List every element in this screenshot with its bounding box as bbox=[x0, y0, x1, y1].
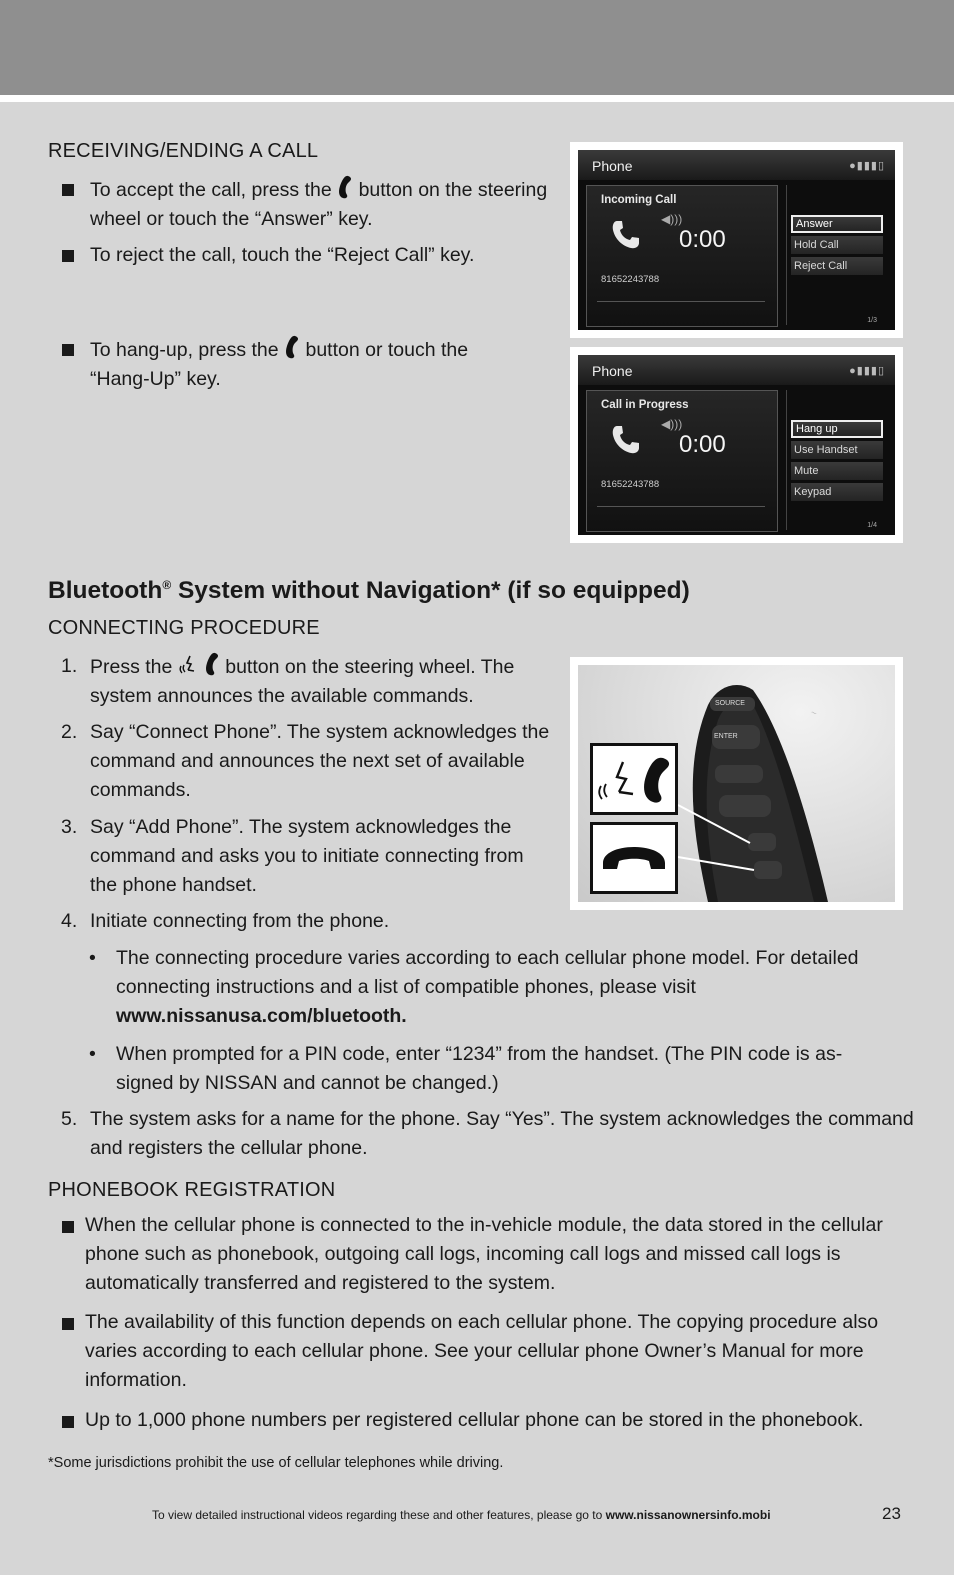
call-panel bbox=[586, 390, 778, 532]
sub-bullet-dot: • bbox=[89, 947, 96, 969]
page-indicator: 1/3 bbox=[867, 317, 877, 324]
sub-bullet-text: signed by NISSAN and cannot be changed.) bbox=[116, 1072, 499, 1094]
bullet-square bbox=[62, 250, 74, 262]
bullet-reject-call: To reject the call, touch the “Reject Call” key. bbox=[90, 244, 475, 266]
header-divider bbox=[0, 95, 954, 102]
step-text: button on the steering wheel. The bbox=[225, 656, 515, 678]
step-5 bbox=[90, 1105, 920, 1163]
bullet-text: The availability of this function depends on each cellular phone. The copying procedure also bbox=[85, 1311, 879, 1333]
hang-up-button-callout bbox=[590, 822, 678, 894]
bullet-text: To accept the call, press the bbox=[90, 179, 332, 201]
step-text: and registers the cellular phone. bbox=[90, 1137, 368, 1159]
step-text: system announces the available commands. bbox=[90, 685, 474, 707]
title-text: Bluetooth bbox=[48, 577, 163, 604]
hang-up-button[interactable]: Hang up bbox=[791, 420, 883, 438]
bullet-text: To hang-up, press the bbox=[90, 339, 279, 361]
page-number: 23 bbox=[882, 1504, 901, 1523]
screen-header bbox=[578, 355, 895, 385]
bluetooth-link[interactable]: www.nissanusa.com/bluetooth. bbox=[116, 1005, 407, 1027]
bullet-text: phone such as phonebook, outgoing call logs, incoming call logs and missed call logs is bbox=[85, 1243, 841, 1265]
step-3 bbox=[90, 813, 560, 900]
call-status-label: Incoming Call bbox=[601, 194, 677, 206]
step-number: 4. bbox=[61, 910, 78, 932]
step-2 bbox=[90, 718, 560, 805]
divider-line bbox=[597, 506, 765, 507]
caller-number: 81652243788 bbox=[601, 274, 660, 285]
use-handset-button[interactable]: Use Handset bbox=[791, 441, 883, 459]
call-menu bbox=[786, 185, 885, 325]
answer-button[interactable]: Answer bbox=[791, 215, 883, 233]
step-text: the phone handset. bbox=[90, 874, 257, 896]
step-text: The system asks for a name for the phone. Say “Yes”. The system acknowledges the command bbox=[90, 1108, 914, 1130]
steering-wheel-photo bbox=[578, 665, 895, 902]
section-heading-phonebook: PHONEBOOK REGISTRATION bbox=[48, 1179, 336, 1201]
step-number: 2. bbox=[61, 721, 78, 743]
svg-text:~: ~ bbox=[808, 707, 819, 720]
step-text: command and asks you to initiate connecting from bbox=[90, 845, 524, 867]
handset-icon bbox=[609, 218, 643, 252]
enter-button-label: ENTER bbox=[714, 733, 738, 740]
call-status-label: Call in Progress bbox=[601, 399, 689, 411]
bullet-phonebook-transfer bbox=[85, 1211, 925, 1298]
divider-line bbox=[597, 301, 765, 302]
call-timer: 0:00 bbox=[679, 431, 726, 458]
step-text: Press the bbox=[90, 656, 173, 678]
step-number: 3. bbox=[61, 816, 78, 838]
footnote: *Some jurisdictions prohibit the use of cellular telephones while driving. bbox=[48, 1455, 504, 1471]
section-heading-connecting: CONNECTING PROCEDURE bbox=[48, 617, 320, 639]
mute-button[interactable]: Mute bbox=[791, 462, 883, 480]
call-panel bbox=[586, 185, 778, 327]
bullet-text: wheel or touch the “Answer” key. bbox=[90, 208, 373, 230]
step-text: Say “Add Phone”. The system acknowledges the bbox=[90, 816, 512, 838]
footer-note bbox=[152, 1508, 771, 1522]
title-text: System without Navigation* (if so equipped) bbox=[171, 577, 690, 604]
voice-phone-icon bbox=[178, 652, 220, 676]
bullet-hang-up bbox=[90, 335, 560, 394]
signal-status-icon: ●▮▮▮▯ bbox=[849, 160, 885, 172]
page-indicator: 1/4 bbox=[867, 522, 877, 529]
step-text: commands. bbox=[90, 779, 191, 801]
screen-title: Phone bbox=[592, 158, 633, 174]
screenshot-incoming-call bbox=[570, 142, 903, 338]
bullet-capacity: Up to 1,000 phone numbers per registered cellular phone can be stored in the phonebook. bbox=[85, 1409, 864, 1431]
screen-header bbox=[578, 150, 895, 180]
header-bar bbox=[0, 0, 954, 95]
screenshot-call-in-progress bbox=[570, 347, 903, 543]
bullet-text: When the cellular phone is connected to the in-vehicle module, the data stored in the cellular bbox=[85, 1214, 883, 1236]
source-button-label: SOURCE bbox=[715, 700, 745, 707]
footer-text: To view detailed instructional videos regarding these and other features, please go to bbox=[152, 1508, 606, 1522]
step-text: command and announces the next set of available bbox=[90, 750, 525, 772]
owners-info-link[interactable]: www.nissanownersinfo.mobi bbox=[605, 1508, 771, 1522]
voice-phone-icon bbox=[593, 746, 675, 812]
step-4: Initiate connecting from the phone. bbox=[90, 910, 390, 932]
reject-call-button[interactable]: Reject Call bbox=[791, 257, 883, 275]
speaker-icon: ◀))) bbox=[661, 417, 683, 431]
speaker-icon: ◀))) bbox=[661, 212, 683, 226]
sub-bullet-text: connecting instructions and a list of compatible phones, please visit bbox=[116, 976, 696, 998]
steering-wheel-photo-frame bbox=[570, 657, 903, 910]
bullet-square bbox=[62, 344, 74, 356]
sub-bullet-text: When prompted for a PIN code, enter “1234” from the handset. (The PIN code is as- bbox=[116, 1043, 843, 1065]
bullet-square bbox=[62, 184, 74, 196]
screen-title: Phone bbox=[592, 363, 633, 379]
bullet-square bbox=[62, 1416, 74, 1428]
bullet-text: button or touch the bbox=[305, 339, 469, 361]
bullet-text: button on the steering bbox=[358, 179, 548, 201]
call-menu bbox=[786, 390, 885, 530]
bullet-text: “Hang-Up” key. bbox=[90, 368, 221, 390]
hold-call-button[interactable]: Hold Call bbox=[791, 236, 883, 254]
call-timer: 0:00 bbox=[679, 226, 726, 253]
handset-icon bbox=[609, 423, 643, 457]
bullet-square bbox=[62, 1318, 74, 1330]
sub-bullet-text: The connecting procedure varies according to each cellular phone model. For detailed bbox=[116, 947, 859, 969]
bullet-square bbox=[62, 1221, 74, 1233]
section-title-bluetooth bbox=[48, 577, 690, 605]
sub-bullet-pin bbox=[116, 1040, 916, 1098]
display-screen bbox=[578, 355, 895, 535]
caller-number: 81652243788 bbox=[601, 479, 660, 490]
bullet-accept-call bbox=[90, 175, 560, 234]
bullet-text: automatically transferred and registered to the system. bbox=[85, 1272, 556, 1294]
phone-pickup-icon bbox=[284, 335, 300, 359]
step-text: Say “Connect Phone”. The system acknowledges the bbox=[90, 721, 550, 743]
step-number: 1. bbox=[61, 655, 78, 677]
bullet-text: information. bbox=[85, 1369, 187, 1391]
voice-phone-button-callout bbox=[590, 743, 678, 815]
section-heading-receiving: RECEIVING/ENDING A CALL bbox=[48, 140, 319, 162]
sub-bullet-dot: • bbox=[89, 1043, 96, 1065]
bullet-availability bbox=[85, 1308, 925, 1395]
registered-mark: ® bbox=[162, 577, 172, 592]
signal-status-icon: ●▮▮▮▯ bbox=[849, 365, 885, 377]
bullet-text: varies according to each cellular phone. See your cellular phone Owner’s Manual for more bbox=[85, 1340, 864, 1362]
keypad-button[interactable]: Keypad bbox=[791, 483, 883, 501]
sub-bullet-connecting bbox=[116, 944, 916, 1031]
phone-hang-up-icon bbox=[593, 825, 675, 891]
step-1 bbox=[90, 652, 560, 711]
phone-pickup-icon bbox=[337, 175, 353, 199]
display-screen bbox=[578, 150, 895, 330]
step-number: 5. bbox=[61, 1108, 78, 1130]
